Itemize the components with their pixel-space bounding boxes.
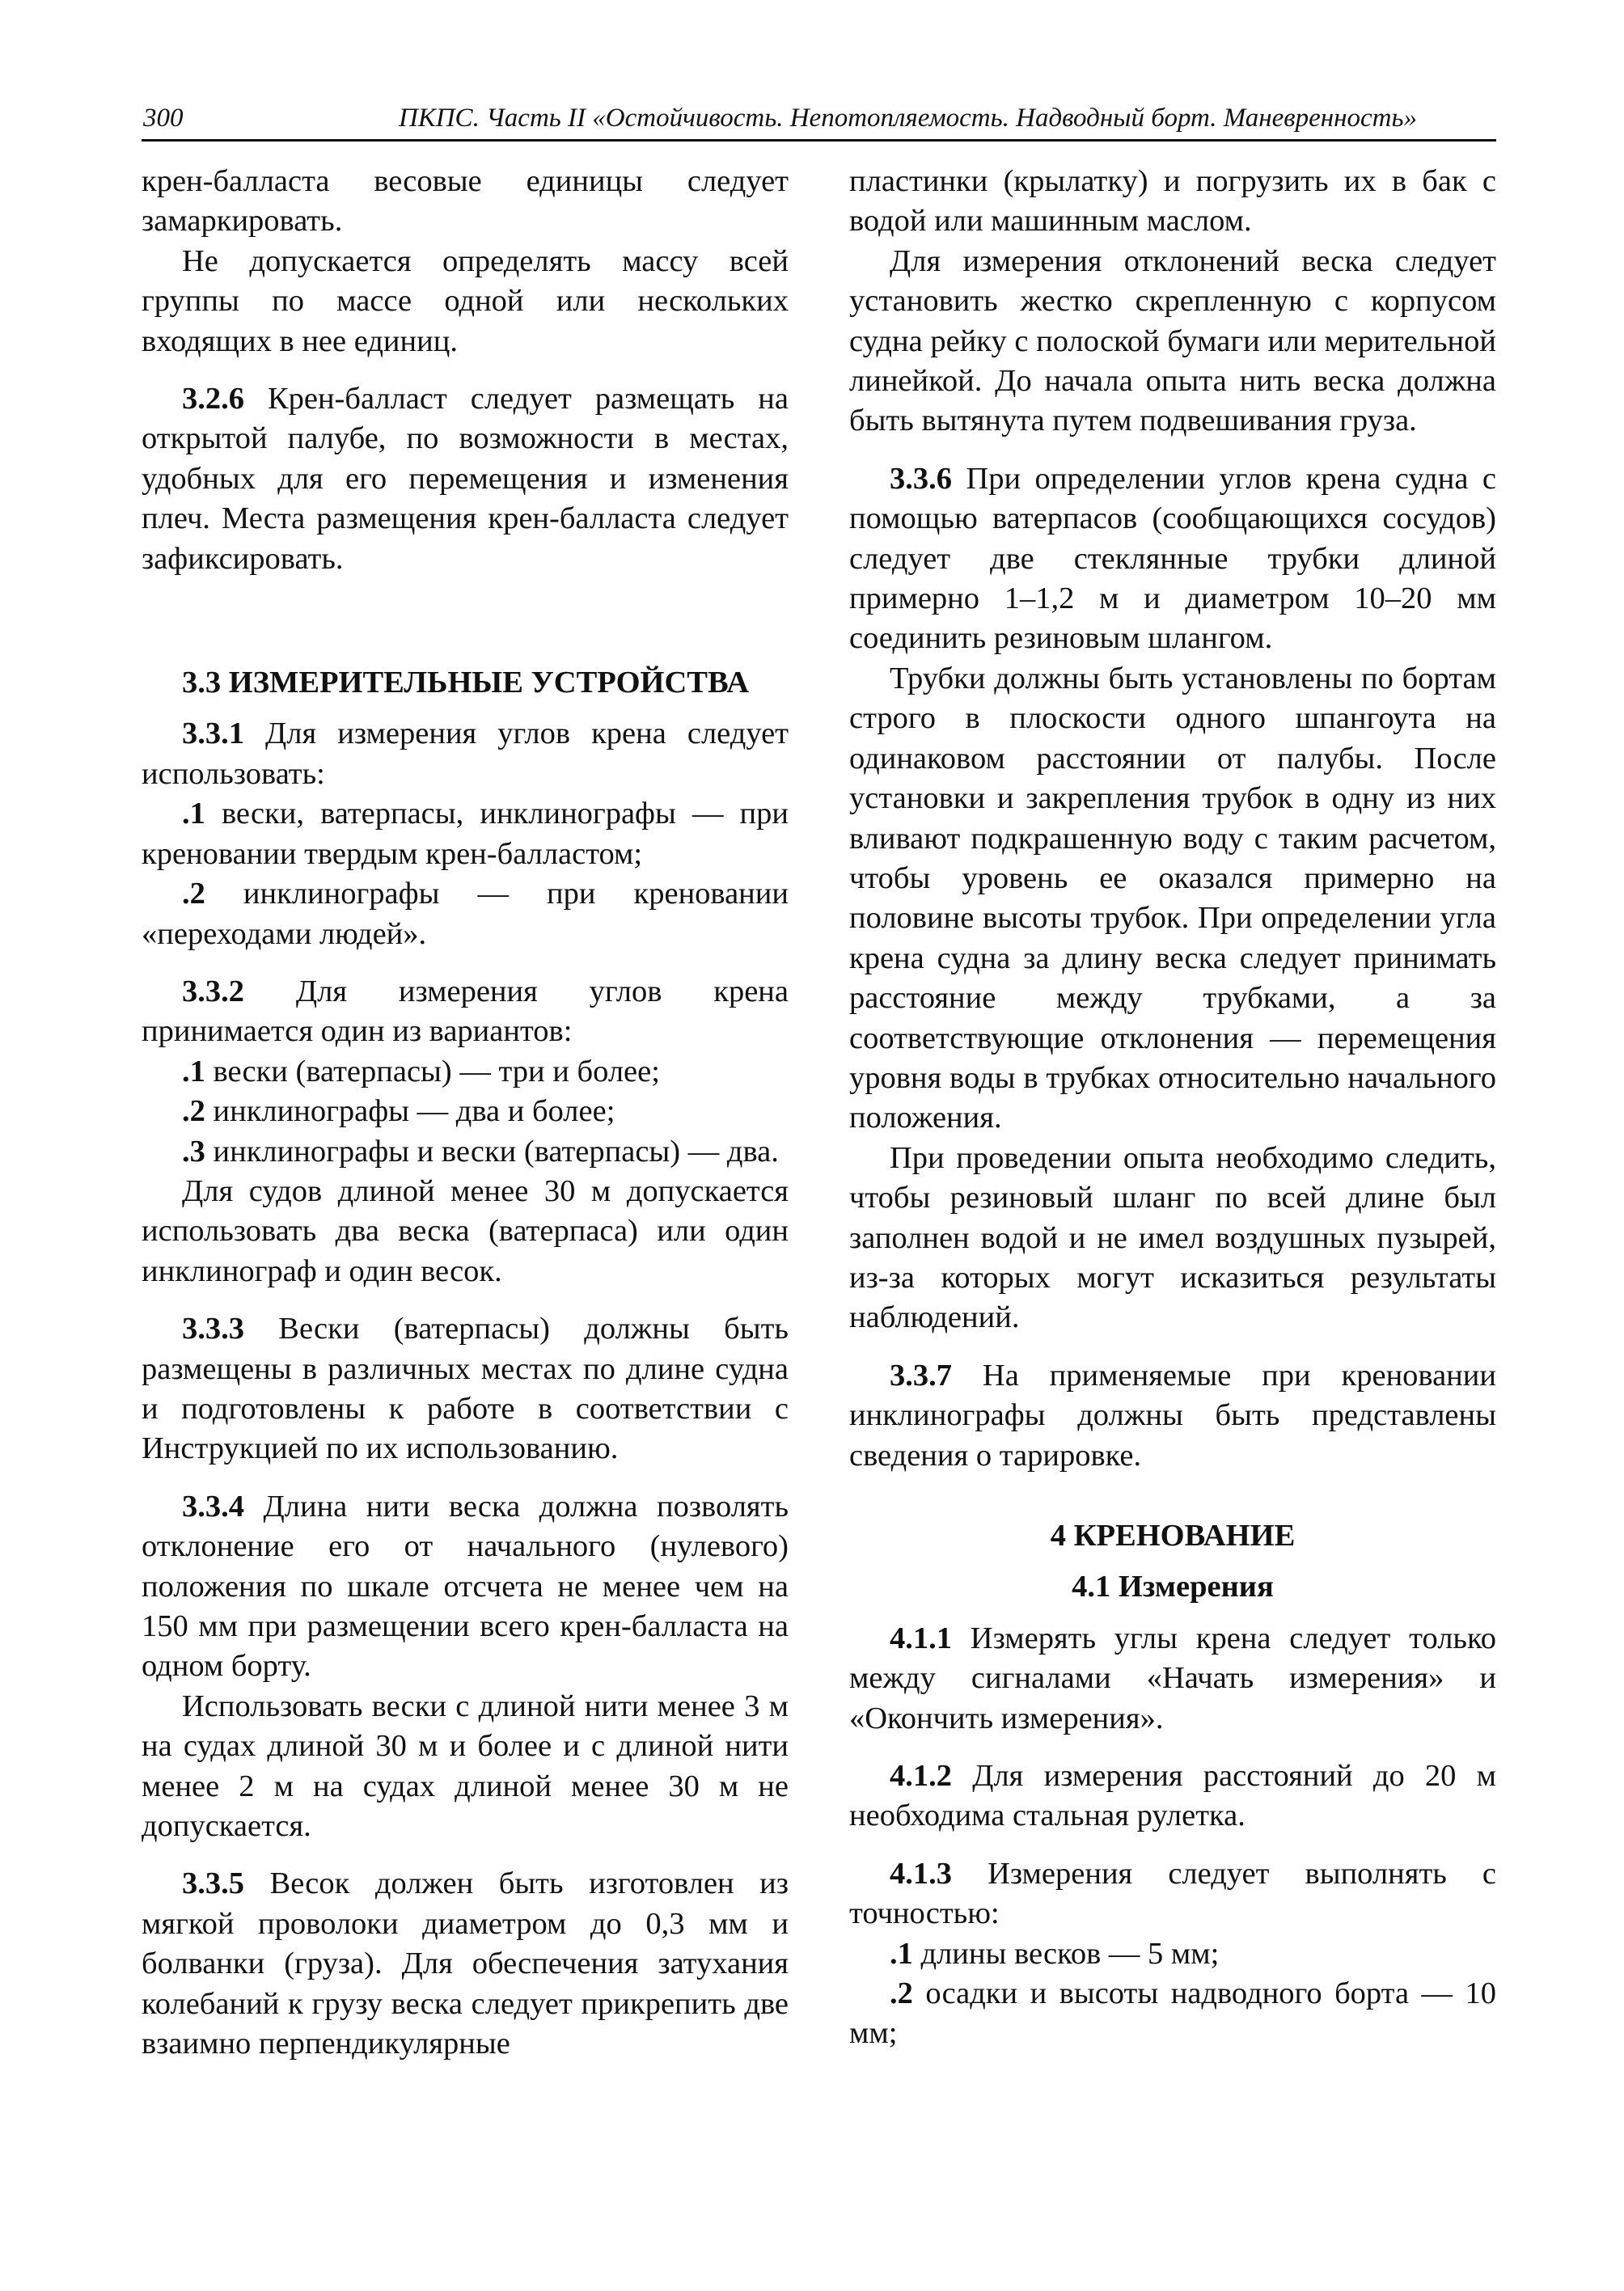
list-item xyxy=(142,1132,789,1172)
section-heading-3-3: 3.3 ИЗМЕРИТЕЛЬНЫЕ УСТРОЙСТВА xyxy=(182,666,750,700)
item-number: .1 xyxy=(182,1054,205,1088)
paragraph-4-1-2 xyxy=(849,1756,1496,1837)
item-number: .3 xyxy=(182,1134,205,1169)
paragraph: При проведении опыта необходимо следить, чтобы резиновый шланг по всей длине был заполнен водой и не имел воздушных пузырей, из-за которых могут исказиться результаты наблюдений. xyxy=(849,1140,1496,1335)
paragraph: Использовать вески с длиной нити менее 3 м на судах длиной 30 м и более и с длиной нити менее 2 м на судах длиной менее 30 м не допускается. xyxy=(142,1689,789,1844)
paragraph-3-3-2 xyxy=(142,972,789,1052)
paragraph: пластинки (крылатку) и погрузить их в бак с водой или машинным маслом. xyxy=(849,164,1496,239)
clause-number: 3.3.4 xyxy=(182,1489,244,1524)
item-number: .1 xyxy=(890,1936,913,1971)
clause-number: 3.3.1 xyxy=(182,716,244,751)
paragraph-4-1-1 xyxy=(849,1619,1496,1739)
item-text: вески (ватерпасы) — три и более; xyxy=(205,1054,660,1088)
item-number: .2 xyxy=(890,1976,913,2011)
clause-text: Вески (ватерпасы) должны быть размещены в различных местах по длине судна и подготовлены к работе в соответствии с Инструкцией по их использованию. xyxy=(142,1312,789,1466)
list-item xyxy=(849,1934,1496,1974)
right-column xyxy=(849,162,1496,2054)
clause-text: На применяемые при креновании инклинографы должны быть представлены сведения о тарировке. xyxy=(849,1358,1496,1473)
paragraph: Для измерения отклонений веска следует установить жестко скрепленную с корпусом судна рейку с полоской бумаги или мерительной линейкой. До начала опыта нить веска должна быть вытянута путем подвешивания груза. xyxy=(849,243,1496,438)
list-item xyxy=(142,1052,789,1092)
clause-text: Весок должен быть изготовлен из мягкой проволоки диаметром до 0,3 мм и болванки (груза). Для обеспечения затухания колебаний к грузу веска следует прикрепить две взаимно перпендикулярные xyxy=(142,1866,789,2061)
clause-number: 4.1.1 xyxy=(890,1621,952,1655)
item-number: .1 xyxy=(182,797,205,831)
item-text: вески, ватерпасы, инклинографы — при креновании твердым крен-балластом; xyxy=(142,797,789,871)
clause-text: Длина нити веска должна позволять отклонение его от начального (нулевого) положения по шкале отсчета не менее чем на 150 мм при размещении всего крен-балласта на одном борту. xyxy=(142,1489,789,1684)
header-title: ПКПС. Часть II «Остойчивость. Непотопляемость. Надводный борт. Маневренность» xyxy=(398,104,1417,133)
clause-number: 3.3.3 xyxy=(182,1312,244,1346)
clause-text: Измерения следует выполнять с точностью: xyxy=(849,1856,1496,1931)
clause-number: 4.1.2 xyxy=(890,1759,952,1794)
paragraph-3-2-6 xyxy=(142,379,789,579)
item-text: инклинографы — при креновании «переходами людей». xyxy=(142,877,789,951)
item-number: .2 xyxy=(182,1094,205,1129)
item-number: .2 xyxy=(182,877,205,911)
paragraph: Для судов длиной менее 30 м допускается использовать два веска (ватерпаса) или один инклинограф и один весок. xyxy=(142,1173,789,1288)
running-header xyxy=(142,97,1496,142)
item-text: инклинографы — два и более; xyxy=(205,1094,615,1129)
paragraph-3-3-1 xyxy=(142,714,789,794)
clause-text: При определении углов крена судна с помощью ватерпасов (сообщающихся сосудов) следует две стеклянные трубки длиной примерно 1–1,2 м и диаметром 10–20 мм соединить резиновым шлангом. xyxy=(849,461,1496,656)
item-text: длины весков — 5 мм; xyxy=(912,1936,1220,1971)
clause-number: 3.3.2 xyxy=(182,974,244,1008)
list-item xyxy=(849,1974,1496,2054)
clause-text: Для измерения углов крена принимается один из вариантов: xyxy=(142,974,789,1049)
paragraph-3-3-3 xyxy=(142,1309,789,1469)
item-text: осадки и высоты надводного борта — 10 мм; xyxy=(849,1976,1496,2051)
paragraph: Трубки должны быть установлены по бортам строго в плоскости одного шпангоута на одинаковом расстоянии от палубы. После установки и закрепления трубок в одну из них вливают подкрашенную воду с таким расчетом, чтобы уровень ее оказался примерно на половине высоты трубок. При определении угла крена судна за длину веска следует принимать расстояние между трубками, а за соответствующие отклонения — перемещения уровня воды в трубках относительно начального положения. xyxy=(849,661,1496,1135)
paragraph-3-3-5 xyxy=(142,1864,789,2064)
clause-number: 4.1.3 xyxy=(890,1856,952,1891)
clause-number: 3.3.7 xyxy=(890,1358,952,1393)
clause-number: 3.2.6 xyxy=(182,382,244,416)
paragraph-3-3-7 xyxy=(849,1356,1496,1476)
paragraph-3-3-6 xyxy=(849,459,1496,659)
clause-text: Для измерения углов крена следует использовать: xyxy=(142,716,789,791)
list-item xyxy=(142,794,789,874)
subsection-heading-4-1: 4.1 Измерения xyxy=(1072,1570,1274,1604)
page-number: 300 xyxy=(143,104,184,133)
clause-text: Измерять углы крена следует только между сигналами «Начать измерения» и «Окончить измерения». xyxy=(849,1621,1496,1735)
clause-number: 3.3.6 xyxy=(890,461,952,496)
section-heading-4: 4 КРЕНОВАНИЕ xyxy=(1050,1519,1296,1553)
document-page xyxy=(142,97,1496,2061)
paragraph-3-3-4 xyxy=(142,1487,789,1687)
list-item xyxy=(142,874,789,954)
clause-text: Для измерения расстояний до 20 м необходима стальная рулетка. xyxy=(849,1759,1496,1833)
paragraph: крен-балласта весовые единицы следует замаркировать. xyxy=(142,164,789,239)
paragraph: Не допускается определять массу всей группы по массе одной или нескольких входящих в нее единиц. xyxy=(142,243,789,358)
clause-number: 3.3.5 xyxy=(182,1866,244,1901)
item-text: инклинографы и вески (ватерпасы) — два. xyxy=(205,1134,779,1169)
list-item xyxy=(142,1092,789,1131)
paragraph-4-1-3 xyxy=(849,1854,1496,1934)
left-column xyxy=(142,162,789,2064)
clause-text: Крен-балласт следует размещать на открытой палубе, по возможности в местах, удобных для его перемещения и изменения плеч. Места размещения крен-балласта следует зафиксировать. xyxy=(142,382,789,576)
